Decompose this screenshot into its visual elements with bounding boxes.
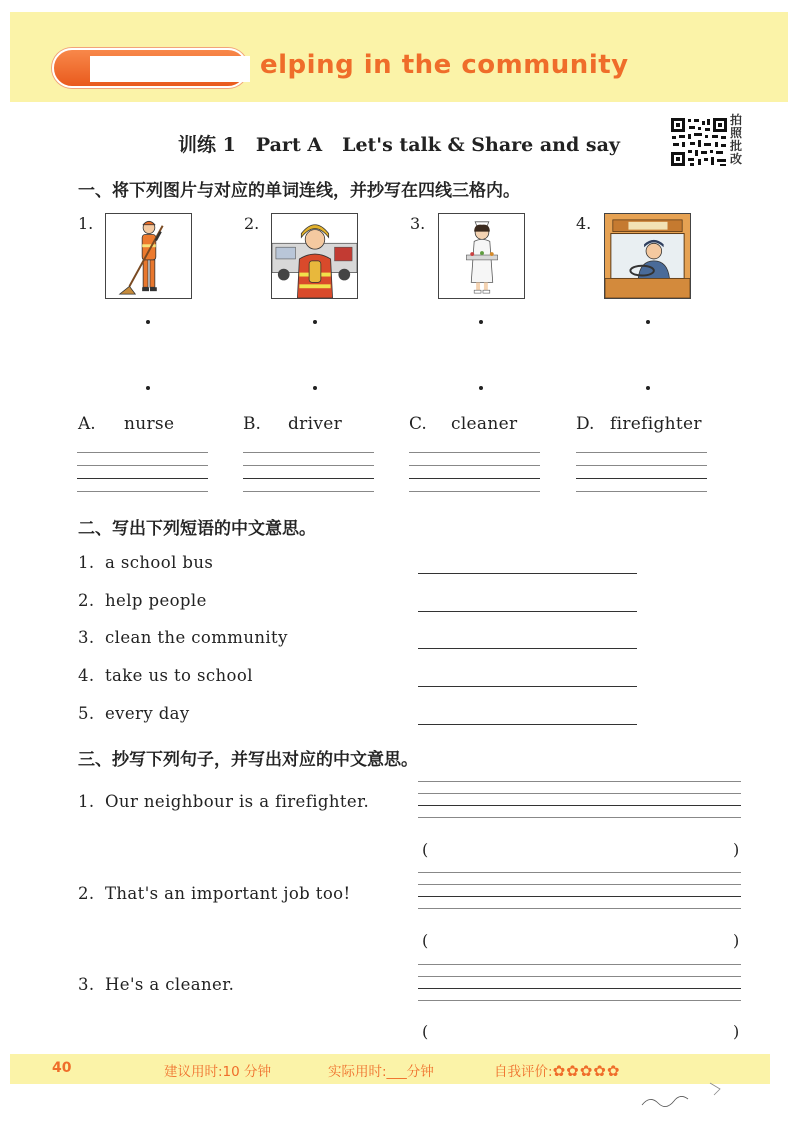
picture-number: 3. xyxy=(410,214,426,233)
phrase-item xyxy=(78,628,288,647)
answer-line[interactable] xyxy=(418,724,637,725)
word-driver: driver xyxy=(288,414,343,434)
phrase-text: take us to school xyxy=(105,666,253,685)
sentence-text: He's a cleaner. xyxy=(105,975,235,994)
word-letter: D. xyxy=(576,414,595,434)
sentence-item xyxy=(78,884,351,903)
sentence-number: 1. xyxy=(78,792,95,811)
match-dot-top[interactable] xyxy=(646,320,650,324)
phrase-text: clean the community xyxy=(105,628,288,647)
phrase-text: a school bus xyxy=(105,553,214,572)
sentence-text: Our neighbour is a firefighter. xyxy=(105,792,370,811)
self-evaluation xyxy=(494,1060,620,1080)
picture-number: 2. xyxy=(244,214,260,233)
unit-label-redaction xyxy=(90,56,250,82)
phrase-number: 1. xyxy=(78,553,95,572)
picture-nurse xyxy=(438,213,525,299)
phrase-item xyxy=(78,704,190,723)
qr-code-icon[interactable] xyxy=(670,117,728,167)
answer-line[interactable] xyxy=(418,573,637,574)
picture-driver xyxy=(604,213,691,299)
match-dot-bottom[interactable] xyxy=(146,386,150,390)
rating-stars-icon[interactable]: ✿✿✿✿✿ xyxy=(552,1062,621,1080)
suggested-time: 建议用时:10 分钟 xyxy=(164,1064,272,1080)
match-dot-bottom[interactable] xyxy=(313,386,317,390)
word-nurse: nurse xyxy=(124,414,175,434)
qr-label: 拍照批改 xyxy=(730,113,743,166)
answer-line[interactable] xyxy=(418,686,637,687)
nurse-icon xyxy=(439,214,524,298)
sentence-item xyxy=(78,792,369,811)
phrase-number: 5. xyxy=(78,704,95,723)
lesson-topic: Let's talk & Share and say xyxy=(342,134,620,156)
phrase-number: 3. xyxy=(78,628,95,647)
paren-open: ( xyxy=(422,1022,429,1041)
section2-heading: 二、写出下列短语的中文意思。 xyxy=(78,519,316,539)
unit-title: elping in the community xyxy=(260,50,629,80)
match-dot-top[interactable] xyxy=(479,320,483,324)
phrase-number: 4. xyxy=(78,666,95,685)
match-dot-top[interactable] xyxy=(146,320,150,324)
firefighter-icon xyxy=(272,214,357,298)
phrase-text: every day xyxy=(105,704,190,723)
paren-close: ) xyxy=(733,1022,740,1041)
bus-driver-icon xyxy=(605,214,690,298)
picture-cleaner xyxy=(105,213,192,299)
paren-close: ) xyxy=(733,931,740,950)
word-letter: A. xyxy=(78,414,96,434)
answer-line[interactable] xyxy=(418,611,637,612)
word-letter: B. xyxy=(243,414,261,434)
phrase-item xyxy=(78,666,253,685)
self-evaluation-label: 自我评价: xyxy=(494,1064,553,1080)
match-dot-bottom[interactable] xyxy=(479,386,483,390)
section3-heading: 三、抄写下列句子，并写出对应的中文意思。 xyxy=(78,750,418,770)
match-dot-bottom[interactable] xyxy=(646,386,650,390)
sentence-item xyxy=(78,975,234,994)
paren-open: ( xyxy=(422,840,429,859)
lesson-number: 训练 1 xyxy=(178,134,236,156)
actual-time: 实际用时:___分钟 xyxy=(328,1064,434,1080)
sentence-text: That's an important job too! xyxy=(105,884,351,903)
picture-number: 4. xyxy=(576,214,592,233)
phrase-text: help people xyxy=(105,591,207,610)
word-firefighter: firefighter xyxy=(610,414,702,434)
phrase-number: 2. xyxy=(78,591,95,610)
section1-heading: 一、将下列图片与对应的单词连线，并抄写在四线三格内。 xyxy=(78,181,520,201)
lesson-part: Part A xyxy=(255,134,323,156)
picture-number: 1. xyxy=(78,214,94,233)
pencil-scribble-icon xyxy=(640,1075,750,1115)
paren-open: ( xyxy=(422,931,429,950)
street-cleaner-icon xyxy=(106,214,191,298)
word-letter: C. xyxy=(409,414,427,434)
paren-close: ) xyxy=(733,840,740,859)
sentence-number: 3. xyxy=(78,975,95,994)
word-cleaner: cleaner xyxy=(451,414,518,434)
lesson-title xyxy=(178,130,620,157)
phrase-item xyxy=(78,553,213,572)
page-number: 40 xyxy=(52,1060,72,1076)
sentence-number: 2. xyxy=(78,884,95,903)
picture-firefighter xyxy=(271,213,358,299)
answer-line[interactable] xyxy=(418,648,637,649)
phrase-item xyxy=(78,591,207,610)
match-dot-top[interactable] xyxy=(313,320,317,324)
